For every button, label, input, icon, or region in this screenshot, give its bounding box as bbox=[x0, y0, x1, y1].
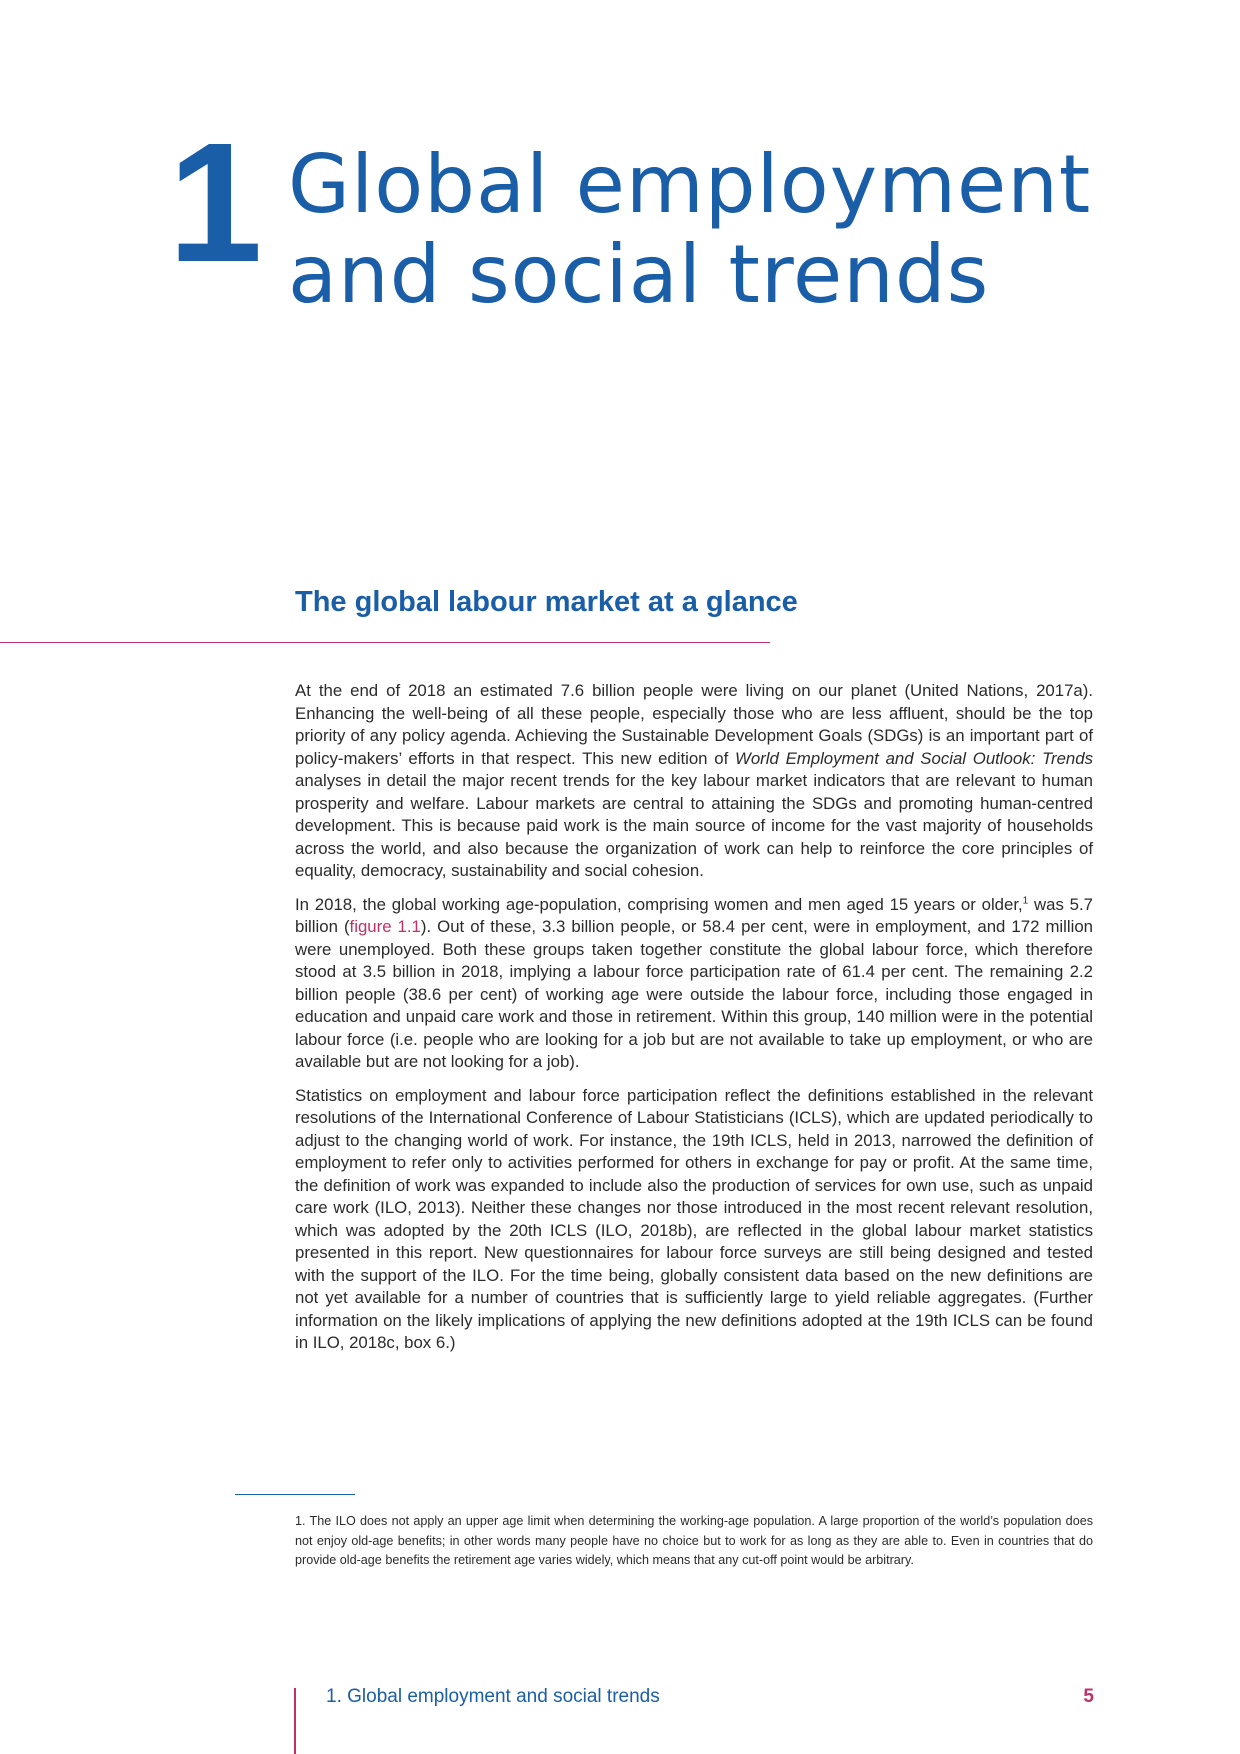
paragraph-1-end: analyses in detail the major recent trends for the key labour market indicators that are relevant to human prosperity and welfare. Labour markets are central to attaining the SDGs and promoting human-centred development. This is because paid work is the main source of income for the vast majority of households across the world, and also because the organization of work can help to reinforce the core principles of equality, democracy, sustainability and social cohesion. bbox=[295, 771, 1093, 880]
paragraph-2 bbox=[295, 894, 1093, 1074]
page-number: 5 bbox=[1083, 1686, 1094, 1707]
footnote-marker[interactable]: 1 bbox=[1022, 894, 1029, 906]
paragraph-1 bbox=[295, 680, 1093, 883]
footer-title: 1. Global employment and social trends bbox=[326, 1686, 660, 1707]
footnote-divider bbox=[235, 1494, 355, 1495]
section-heading: The global labour market at a glance bbox=[295, 586, 798, 618]
paragraph-2-start: In 2018, the global working age-population, comprising women and men aged 15 years or older, bbox=[295, 894, 1023, 914]
paragraph-2-middle: was 5.7 billion ( bbox=[295, 894, 1093, 936]
paragraph-2-end: ). Out of these, 3.3 billion people, or 58.4 per cent, were in employment, and 172 million were unemployed. Both these groups taken together constitute the global labour force, which therefore stood at 3.5 billion in 2018, implying a labour force participation rate of 61.4 per cent. The remaining 2.2 billion people (38.6 per cent) of working age were outside the labour force, including those engaged in education and unpaid care work and those in retirement. Within this group, 140 million were in the potential labour force (i.e. people who are looking for a job but are not available to take up employment, or who are available but are not looking for a job). bbox=[295, 917, 1093, 1071]
section-divider bbox=[0, 642, 770, 643]
figure-link[interactable]: figure 1.1 bbox=[349, 917, 421, 936]
footnote-text: 1. The ILO does not apply an upper age limit when determining the working-age population. A large proportion of the world’s population does not enjoy old-age benefits; in other words many people have no choice but to work for as long as they are able to. Even in countries that do provide old-age benefits the retirement age varies widely, which means that any cut-off point would be arbitrary. bbox=[295, 1514, 1093, 1567]
paragraph-1-start: At the end of 2018 an estimated 7.6 billion people were living on our planet (United Nations, 2017a). Enhancing the well-being of all these people, especially those who are less affluent, should be the top priority of any policy agenda. Achieving the Sustainable Development Goals (SDGs) is an important part of policy-makers’ efforts in that respect. This new edition of bbox=[295, 681, 1093, 768]
chapter-title-line-2: and social trends bbox=[288, 228, 990, 321]
report-title-italic: World Employment and Social Outlook: Trends bbox=[735, 748, 1093, 768]
body-text bbox=[295, 680, 1093, 1366]
chapter-number: 1 bbox=[168, 108, 259, 298]
paragraph-3: Statistics on employment and labour force participation reflect the definitions established in the relevant resolutions of the International Conference of Labour Statisticians (ICLS), which are updated periodically to adjust to the changing world of work. For instance, the 19th ICLS, held in 2013, narrowed the definition of employment to refer only to activities performed for others in exchange for pay or profit. At the same time, the definition of work was expanded to include also the production of services for own use, such as unpaid care work (ILO, 2013). Neither these changes nor those introduced in the most recent relevant resolution, which was adopted by the 20th ICLS (ILO, 2018b), are reflected in the global labour market statistics presented in this report. New questionnaires for labour force surveys are still being designed and tested with the support of the ILO. For the time being, globally consistent data based on the new definitions are not yet available for a number of countries that is sufficiently large to yield reliable aggregates. (Further information on the likely implications of applying the new definitions adopted at the 19th ICLS can be found in ILO, 2018c, box 6.) bbox=[295, 1085, 1093, 1352]
footer-accent-bar bbox=[294, 1688, 296, 1754]
chapter-title bbox=[288, 140, 1091, 320]
chapter-title-line-1: Global employment bbox=[288, 138, 1092, 231]
